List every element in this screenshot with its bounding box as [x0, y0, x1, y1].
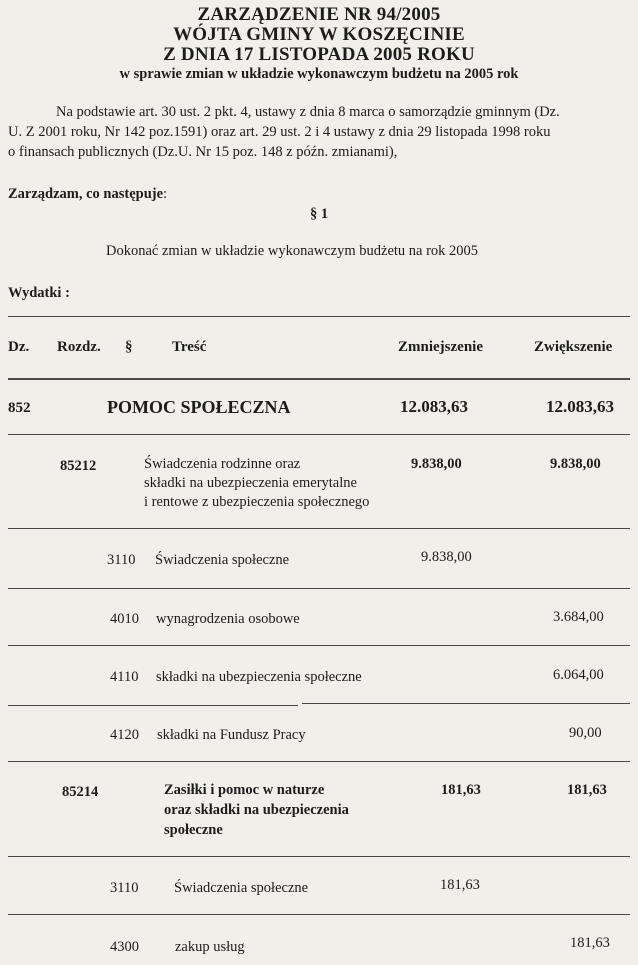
header-increase: Zwiększenie [534, 339, 613, 355]
row-85212-3110-par: 3110 [107, 552, 136, 568]
section-mark: § 1 [309, 206, 329, 222]
table-top-rule [8, 316, 630, 317]
row-85214-3110-par: 3110 [110, 880, 139, 896]
rozdzial-85214-name-line-1: Zasiłki i pomoc w naturze [164, 782, 325, 798]
dzial-increase: 12.083,63 [546, 397, 614, 416]
preamble-line-2: U. Z 2001 roku, Nr 142 poz.1591) oraz art. 29 ust. 2 i 4 ustawy z dnia 29 listopada 1998 roku [8, 124, 551, 140]
header-tresc: Treść [172, 339, 207, 355]
dzial-name: POMOC SPOŁECZNA [107, 397, 291, 417]
dzial-decrease: 12.083,63 [400, 397, 468, 416]
row-85212-4120-name: składki na Fundusz Pracy [157, 727, 306, 743]
row-rule [8, 528, 630, 529]
row-85212-4010-name: wynagrodzenia osobowe [156, 611, 300, 627]
row-85212-4010-par: 4010 [110, 611, 139, 627]
rozdzial-85212-name-line-3: i rentowe z ubezpieczenia społecznego [144, 494, 370, 510]
row-85212-4120-increase: 90,00 [569, 725, 602, 741]
row-85214-4300-par: 4300 [110, 939, 139, 955]
row-85212-3110-name: Świadczenia społeczne [155, 552, 290, 568]
rozdzial-85214-name-line-3: społeczne [164, 822, 223, 838]
row-rule [8, 914, 630, 915]
row-85212-4110-par: 4110 [110, 669, 139, 685]
preamble-line-1: Na podstawie art. 30 ust. 2 pkt. 4, ustawy z dnia 8 marca o samorządzie gminnym (Dz. [56, 104, 560, 120]
decree-statement [8, 186, 167, 203]
header-dz: Dz. [8, 339, 30, 355]
decree-title-line-3: Z DNIA 17 LISTOPADA 2005 ROKU [163, 44, 475, 65]
header-decrease: Zmniejszenie [398, 339, 483, 355]
expenses-label: Wydatki : [8, 285, 70, 301]
rozdzial-85214-code: 85214 [62, 784, 99, 800]
rozdzial-85212-name-line-1: Świadczenia rodzinne oraz [144, 456, 301, 472]
row-rule [302, 703, 630, 704]
rozdzial-85212-increase: 9.838,00 [550, 456, 601, 472]
decree-subtitle: w sprawie zmian w układzie wykonawczym budżetu na 2005 rok [119, 66, 519, 82]
row-rule [8, 705, 298, 706]
rozdzial-85214-increase: 181,63 [567, 782, 607, 798]
row-85212-4110-name: składki na ubezpieczenia społeczne [156, 669, 362, 685]
action-text: Dokonać zmian w układzie wykonawczym budżetu na rok 2005 [106, 243, 479, 259]
row-85214-3110-name: Świadczenia społeczne [174, 880, 309, 896]
header-rozdz: Rozdz. [57, 339, 101, 355]
row-rule [8, 761, 630, 762]
dzial-rule [8, 434, 630, 435]
header-bottom-rule [8, 378, 630, 380]
row-85212-4110-increase: 6.064,00 [553, 667, 604, 683]
rozdzial-85212-name-line-2: składki na ubezpieczenia emerytalne [144, 475, 357, 491]
decree-title-line-1: ZARZĄDZENIE NR 94/2005 [197, 4, 441, 25]
decree-colon: : [163, 186, 168, 202]
row-85214-3110-decrease: 181,63 [440, 877, 480, 893]
row-85214-4300-name: zakup usług [175, 939, 245, 955]
decree-label: Zarządzam, co następuje [8, 186, 164, 202]
row-85212-4010-increase: 3.684,00 [553, 609, 604, 625]
row-85212-3110-decrease: 9.838,00 [421, 549, 472, 565]
dzial-code: 852 [8, 400, 31, 416]
preamble-line-3: o finansach publicznych (Dz.U. Nr 15 poz. 148 z późn. zmianami), [8, 144, 398, 160]
row-85212-4120-par: 4120 [110, 727, 139, 743]
rozdzial-85214-name-line-2: oraz składki na ubezpieczenia [164, 802, 349, 818]
rozdzial-85214-decrease: 181,63 [441, 782, 481, 798]
decree-title-line-2: WÓJTA GMINY W KOSZĘCINIE [173, 24, 465, 45]
row-rule [8, 588, 630, 589]
row-rule [8, 645, 630, 646]
row-85214-4300-increase: 181,63 [570, 935, 610, 951]
rozdzial-85212-code: 85212 [60, 458, 97, 474]
header-paragraph: § [125, 339, 133, 355]
row-rule [8, 856, 630, 857]
rozdzial-85212-decrease: 9.838,00 [411, 456, 462, 472]
